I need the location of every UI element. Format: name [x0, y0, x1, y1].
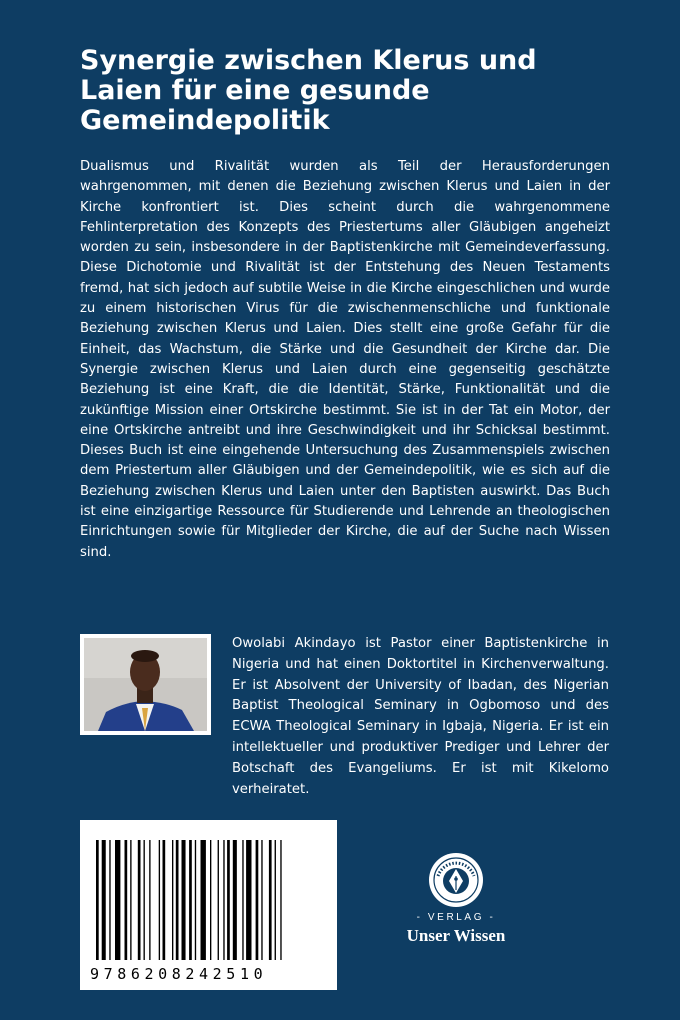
barcode-bar [115, 840, 120, 960]
barcode-bar [242, 840, 243, 960]
barcode-bar [227, 840, 230, 960]
barcode-bar [218, 840, 219, 960]
barcode-bar [149, 840, 150, 960]
barcode-bar [280, 840, 281, 960]
barcode-bar [125, 840, 128, 960]
barcode-bar [223, 840, 224, 960]
barcode-icon [80, 820, 337, 965]
book-title: Synergie zwischen Klerus und Laien für eine gesunde Gemeindepolitik [80, 45, 537, 136]
fountain-pen-nib-icon [428, 852, 484, 908]
barcode-bar [195, 840, 196, 960]
author-portrait-icon [84, 638, 207, 731]
barcode-bar [256, 840, 259, 960]
author-photo [80, 634, 211, 735]
barcode-bar [210, 840, 211, 960]
barcode-bar [163, 840, 166, 960]
isbn-number: 9786208242510 [90, 965, 268, 983]
author-bio: Owolabi Akindayo ist Pastor einer Baptistenkirche in Nigeria und hat einen Doktortitel in Kirchenverwaltung. Er ist Absolvent der University of Ibadan, des Nigerian Baptist Theological Seminary in Ogbomoso und des ECWA Theological Seminary in Igbaja, Nigeria. Er ist ein intellektueller und produktiver Prediger und Lehrer der Botschaft des Evangeliums. Er ist mit Kikelomo verheiratet. [232, 636, 609, 797]
barcode-bar [96, 840, 99, 960]
barcode-bar [144, 840, 145, 960]
barcode-bar [246, 840, 251, 960]
isbn-barcode [80, 820, 337, 990]
publisher-logo [388, 852, 524, 948]
publisher-name: Unser Wissen [406, 926, 506, 945]
barcode-bar [201, 840, 206, 960]
barcode-bar [182, 840, 186, 960]
barcode-bar [269, 840, 272, 960]
barcode-bar [176, 840, 179, 960]
barcode-bar [261, 840, 262, 960]
barcode-bar [130, 840, 131, 960]
publisher-tagline: - VERLAG - [416, 912, 496, 923]
barcode-bar [233, 840, 237, 960]
book-description: Dualismus und Rivalität wurden als Teil der Herausforderungen wahrgenommen, mit denen die Beziehung zwischen Klerus und Laien in der Kirche konfrontiert ist. Dies scheint durch die wahrgenommene Fehlinterpretation des Konzepts des Priestertums aller Gläubigen angeheizt worden zu sein, insbesondere in der Baptistenkirche mit Gemeindeverfassung. Diese Dichotomie und Rivalität ist der Entstehung des Neuen Testaments fremd, hat sich jedoch auf subtile Weise in die Kirche eingeschlichen und wurde zu einem historischen Virus für die zwischenmenschliche und funktionale Beziehung zwischen Klerus und Laien. Dies stellt eine große Gefahr für die Einheit, das Wachstum, die Stärke und die Gesundheit der Kirche dar. Die Synergie zwischen Klerus und Laien durch eine gegenseitig geschätzte Beziehung ist eine Kraft, die die Identität, Stärke, Funktionalität und die zukünftige Mission einer Ortskirche bestimmt. Sie ist in der Tat ein Motor, der eine Ortskirche antreibt und ihre Geschwindigkeit und ihr Schicksal bestimmt. Dieses Buch ist eine eingehende Untersuchung des Zusammenspiels zwischen dem Priestertum aller Gläubigen und der Gemeindepolitik, wie es sich auf die Beziehung zwischen Klerus und Laien unter den Baptisten auswirkt. Das Buch ist eine einzigartige Ressource für Studierende und Lehrende an theologischen Einrichtungen sowie für Mitglieder der Kirche, die auf der Suche nach Wissen sind. [80, 159, 610, 560]
barcode-bar [102, 840, 106, 960]
barcode-bar [275, 840, 276, 960]
barcode-bar [172, 840, 173, 960]
barcode-bar [159, 840, 160, 960]
barcode-bar [138, 840, 141, 960]
barcode-bar [189, 840, 192, 960]
barcode-bar [109, 840, 110, 960]
